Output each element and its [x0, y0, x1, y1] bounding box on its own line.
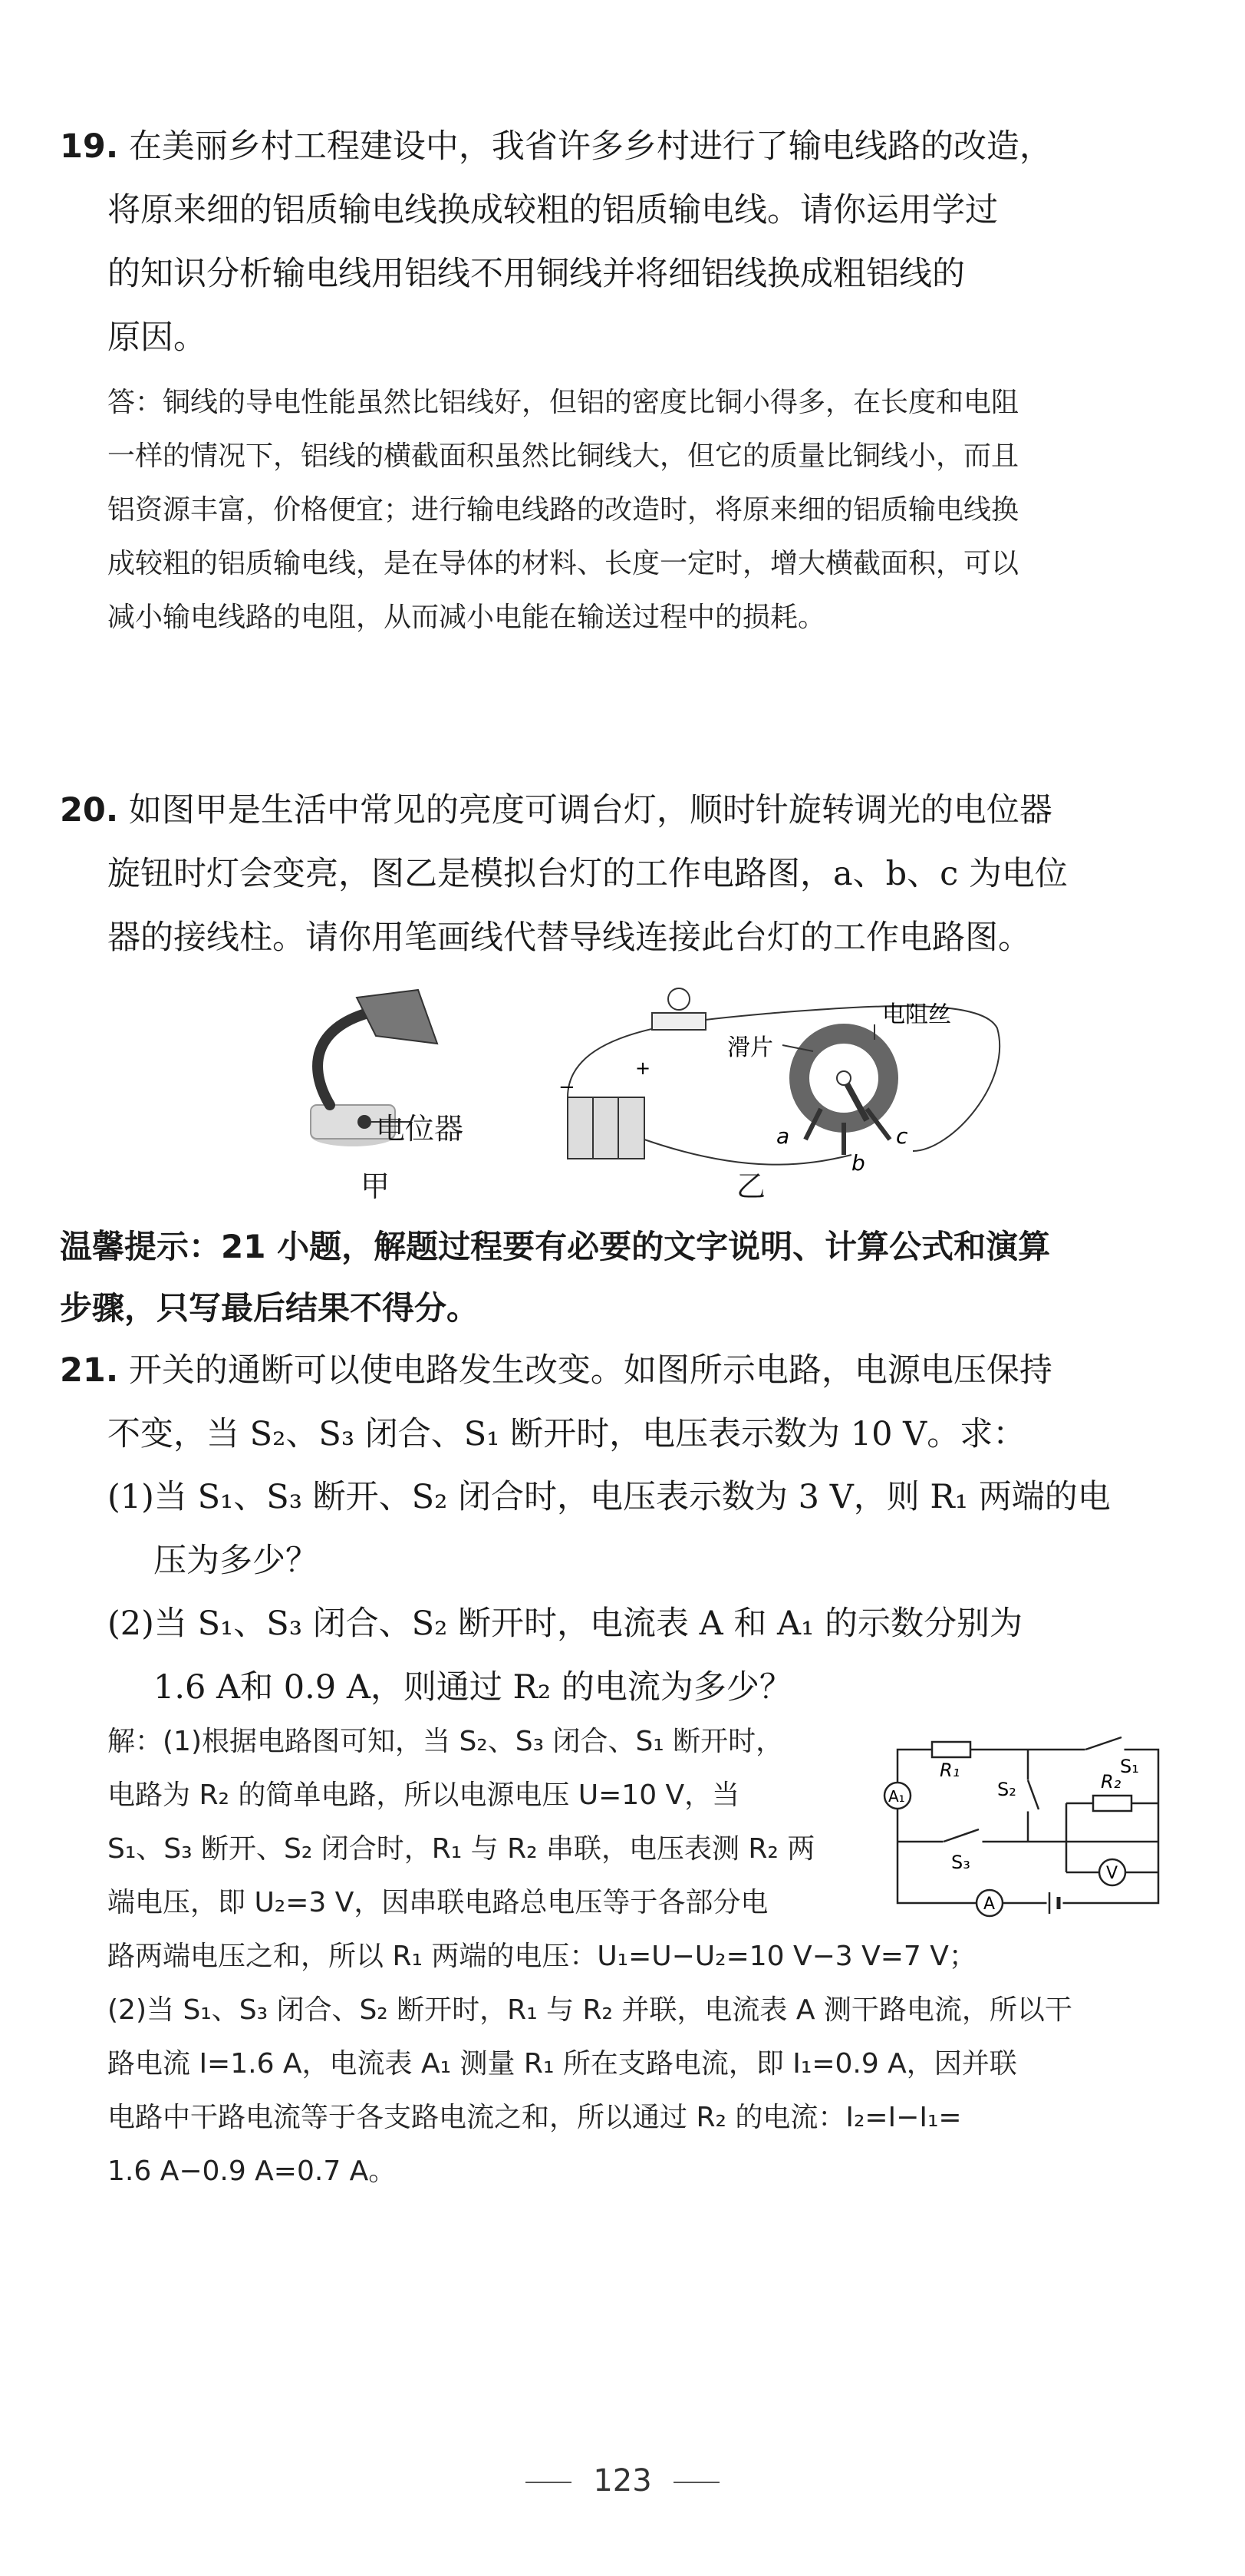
- question-text-line: 旋钮时灯会变亮，图乙是模拟台灯的工作电路图，a、b、c 为电位: [107, 855, 1068, 893]
- potentiometer-label: 电位器: [376, 1112, 464, 1146]
- sub-question-line: (2)当 S₁、S₃ 闭合、S₂ 断开时，电流表 A 和 A₁ 的示数分别为: [107, 1605, 1023, 1643]
- question-text-line: 不变，当 S₂、S₃ 闭合、S₁ 断开时，电压表示数为 10 V。求：: [107, 1415, 1026, 1453]
- solution-line: S₁、S₃ 断开、S₂ 闭合时，R₁ 与 R₂ 串联，电压表测 R₂ 两: [107, 1833, 815, 1865]
- sub-question-line: 1.6 A和 0.9 A，则通过 R₂ 的电流为多少？: [153, 1668, 792, 1707]
- answer-line: 铝资源丰富，价格便宜；进行输电线路的改造时，将原来细的铝质输电线换: [107, 494, 1019, 526]
- question-21: [60, 1339, 1180, 1466]
- battery-pack-icon: [568, 1097, 644, 1159]
- resistor-r1-icon: [932, 1742, 970, 1757]
- solution-21-part-b: [107, 1930, 1197, 2198]
- solution-line: 1.6 A−0.9 A=0.7 A。: [107, 2155, 397, 2187]
- switch-s3-gap: [944, 1834, 982, 1849]
- question-19: [60, 115, 1180, 370]
- question-number: 21.: [60, 1351, 119, 1390]
- wire-bottom: [644, 1140, 851, 1165]
- q21-circuit-diagram: [874, 1719, 1181, 1934]
- page-footer: [0, 2463, 1245, 2498]
- question-text-line: 的知识分析输电线用铝线不用铜线并将细铝线换成粗铝线的: [107, 255, 965, 293]
- question-number: 19.: [60, 127, 119, 166]
- page-number: 123: [593, 2463, 652, 2498]
- circuit-label-r1: R₁: [940, 1760, 960, 1781]
- solution-line: 端电压，即 U₂=3 V，因串联电路总电压等于各部分电: [107, 1887, 769, 1918]
- switch-s1-gap: [1085, 1742, 1124, 1757]
- solution-line: 路两端电压之和，所以 R₁ 两端的电压：U₁=U−U₂=10 V−3 V=7 V；: [107, 1941, 977, 1972]
- potentiometer-pivot-icon: [837, 1071, 851, 1085]
- solution-line: 电路为 R₂ 的简单电路，所以电源电压 U=10 V，当: [107, 1779, 740, 1811]
- question-text-line: 将原来细的铝质输电线换成较粗的铝质输电线。请你运用学过: [107, 191, 998, 229]
- terminal-c-label: c: [896, 1123, 908, 1149]
- footer-dash: [525, 2482, 571, 2483]
- figure-label-yi: 乙: [736, 1169, 766, 1203]
- question-number: 20.: [60, 791, 119, 830]
- circuit-label-a: A: [983, 1895, 996, 1914]
- answer-line: 成较粗的铝质输电线，是在导体的材料、长度一定时，增大横截面积，可以: [107, 548, 1019, 579]
- terminal-b-label: b: [851, 1150, 865, 1176]
- sub-question-line: (1)当 S₁、S₃ 断开、S₂ 闭合时，电压表示数为 3 V，则 R₁ 两端的电: [107, 1478, 1111, 1516]
- circuit-label-r2: R₂: [1101, 1771, 1121, 1793]
- question-text-line: 器的接线柱。请你用笔画线代替导线连接此台灯的工作电路图。: [107, 919, 1031, 957]
- sub-question-2: [107, 1592, 1181, 1720]
- sub-question-line: 压为多少？: [153, 1542, 318, 1580]
- bulb-icon: [668, 988, 690, 1010]
- question-text-line: 如图甲是生活中常见的亮度可调台灯，顺时针旋转调光的电位器: [128, 791, 1052, 830]
- circuit-label-a1: A₁: [888, 1787, 905, 1806]
- circuit-label-v: V: [1106, 1864, 1118, 1883]
- answer-line: 答：铜线的导电性能虽然比铝线好，但铝的密度比铜小得多，在长度和电阻: [107, 387, 1019, 418]
- lamp-arm-icon: [318, 1013, 368, 1105]
- answer-19: [107, 376, 1181, 645]
- question-20: [60, 779, 1180, 970]
- tip: [60, 1216, 1180, 1339]
- solution-line: 解：(1)根据电路图可知，当 S₂、S₃ 闭合、S₁ 断开时，: [107, 1726, 784, 1757]
- lamp-circuit-figure: [552, 982, 1013, 1182]
- answer-line: 一样的情况下，铝线的横截面积虽然比铜线大，但它的质量比铜线小，而且: [107, 440, 1019, 472]
- battery-plus-label: +: [635, 1057, 651, 1079]
- solution-line: (2)当 S₁、S₃ 闭合、S₂ 断开时，R₁ 与 R₂ 并联，电流表 A 测干路电流，所以干: [107, 1994, 1072, 2026]
- resistance-wire-label: 电阻丝: [882, 1001, 951, 1028]
- solution-line: 路电流 I=1.6 A，电流表 A₁ 测量 R₁ 所在支路电流，即 I₁=0.9 A，因并联: [107, 2048, 1017, 2080]
- circuit-label-s3: S₃: [951, 1852, 970, 1873]
- question-text-line: 开关的通断可以使电路发生改变。如图所示电路，电源电压保持: [128, 1351, 1052, 1390]
- tip-line: 步骤，只写最后结果不得分。: [60, 1289, 479, 1327]
- circuit-label-s2: S₂: [997, 1779, 1016, 1800]
- footer-dash: [674, 2482, 720, 2483]
- answer-line: 减小输电线路的电阻，从而减小电能在输送过程中的损耗。: [107, 602, 826, 633]
- tip-line: 温馨提示：21 小题，解题过程要有必要的文字说明、计算公式和演算: [60, 1228, 1051, 1265]
- bulb-holder-icon: [652, 1013, 706, 1030]
- solution-line: 电路中干路电流等于各支路电流之和，所以通过 R₂ 的电流：I₂=I−I₁=: [107, 2102, 962, 2133]
- slider-label: 滑片: [727, 1034, 773, 1061]
- solution-21-part-a: [107, 1715, 874, 1930]
- battery-minus-label: −: [558, 1076, 575, 1099]
- lamp-shade-icon: [357, 990, 437, 1044]
- potentiometer-knob-icon: [357, 1115, 371, 1129]
- desk-lamp-figure: [284, 982, 483, 1182]
- figure-label-jia: 甲: [361, 1169, 390, 1203]
- sub-question-1: [107, 1466, 1181, 1593]
- question-text-line: 原因。: [107, 318, 206, 357]
- resistor-r2-icon: [1093, 1796, 1131, 1811]
- question-text-line: 在美丽乡村工程建设中，我省许多乡村进行了输电线路的改造，: [128, 127, 1052, 166]
- circuit-label-s1: S₁: [1120, 1756, 1139, 1777]
- terminal-a-label: a: [776, 1123, 790, 1149]
